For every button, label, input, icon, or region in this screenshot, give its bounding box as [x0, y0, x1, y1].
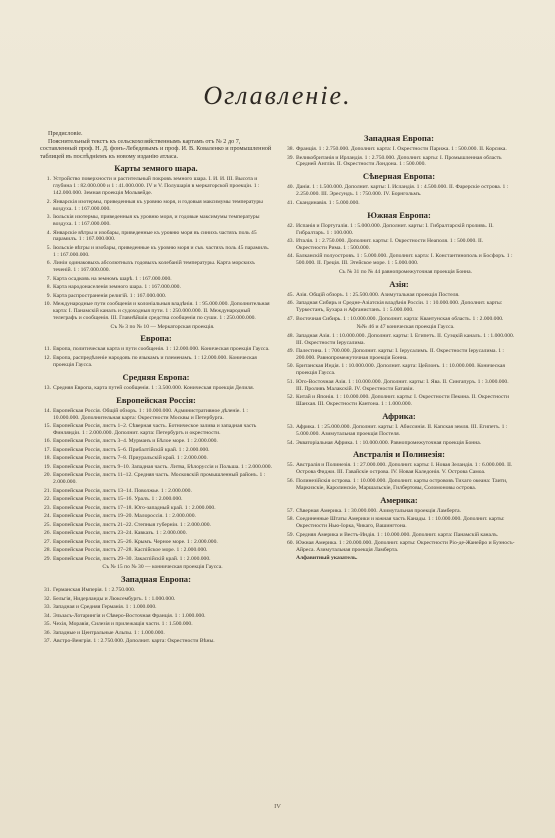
- toc-entry: [40, 522, 272, 529]
- entry-number: 31.: [44, 587, 51, 594]
- entry-text: Европейская Россія, листъ 15–16. Уралъ. 1 : 2.000.000.: [53, 496, 183, 503]
- right-toc-list: [283, 133, 515, 562]
- entry-text: Европа, распредѣленіе народовъ по языкамъ и племенамъ. 1 : 12.000.000. Коническая проекція Гаусса.: [53, 354, 257, 368]
- entry-number: 33.: [44, 604, 51, 611]
- toc-entry: [283, 200, 515, 207]
- projection-note: [40, 324, 272, 331]
- entry-text: Съ № 15 по № 30 — конническая проекція Гаусса.: [102, 564, 223, 571]
- toc-entry: [40, 293, 272, 300]
- toc-entry: [283, 333, 515, 347]
- toc-entry: [283, 532, 515, 539]
- toc-entry: [40, 423, 272, 437]
- projection-note: [283, 324, 515, 331]
- entry-text: Карта осадковъ на земномъ шарѣ. 1 : 167.000.000.: [53, 275, 172, 282]
- entry-text: Европейская Россія, листъ 7–8. Приуральскій край. 1 : 2.000.000.: [53, 455, 208, 462]
- page-number: IV: [274, 803, 281, 810]
- toc-entry: [40, 260, 272, 274]
- left-toc-list: [40, 163, 272, 645]
- entry-text: Африка. 1 : 25.000.000. Дополнит. карты: I. Абиссинія. II. Капская земля. III. Египетъ. 1 : 5.000.000. Азимутальная проекція Постеля.: [296, 424, 508, 437]
- toc-entry: [40, 604, 272, 611]
- entry-number: 53.: [287, 424, 294, 431]
- toc-entry: [40, 638, 272, 645]
- entry-number: 48.: [287, 332, 294, 339]
- section-heading: Австралія и Полинезія:: [352, 449, 446, 460]
- toc-entry: [40, 346, 272, 353]
- entry-number: 40.: [287, 184, 294, 191]
- entry-number: 9.: [46, 292, 51, 299]
- entry-number: 2.: [46, 198, 51, 205]
- entry-text: Европейская Россія, листъ 3–4. Мурманъ и Бѣлое море. 1 : 2.000.000.: [53, 438, 218, 445]
- entry-text: Южная Америка. 1 : 20.000.000. Дополнит. карты: Окрестности Ріо-де-Жанейро и Буэносъ-Айреса. Азимутальная проекція Ламберта.: [296, 540, 515, 553]
- entry-number: [40, 564, 53, 571]
- entry-text: Испанія и Португалія. 1 : 5.000.000. Дополнит. карты: I. Гибралтарскій проливъ. II. Гибралтаръ. 1 : 100.000.: [296, 222, 494, 236]
- entry-number: 60.: [287, 540, 294, 547]
- toc-entry: [40, 496, 272, 503]
- toc-entry: [40, 613, 272, 620]
- toc-entry: [283, 155, 515, 169]
- entry-number: 35.: [44, 621, 51, 628]
- entry-text: Европейская Россія, листъ 9–10. Западная часть. Литва, Бѣлоруссія и Польша. 1 : 2.000.000.: [53, 463, 272, 470]
- toc-entry: [283, 478, 515, 492]
- entry-number: 4.: [46, 229, 51, 236]
- entry-number: 45.: [287, 291, 294, 298]
- entry-text: Франція. 1 : 2.750.000. Дополнит. карта: I. Окрестности Парижа. 1 : 500.000. II. Корсика.: [296, 146, 507, 152]
- entry-text: Январскія изотермы, приведенныя къ уровню моря, и годовыя максимумы температуры воздуха. 1 : 167.000.000.: [53, 198, 263, 212]
- entry-text: Италія. 1 : 2.750.000. Дополнит. карты: I. Окрестности Неаполя. 1 : 500.000. II. Окрестности Рима. 1 : 500.000.: [296, 238, 484, 251]
- entry-number: 39.: [287, 154, 294, 161]
- entry-text: Средняя Америка и Вестъ-Индія. 1 : 10.000.000. Дополнит. карта: Панамскій каналъ.: [296, 531, 499, 538]
- section-heading: Азія:: [389, 278, 409, 289]
- entry-number: 51.: [287, 378, 294, 385]
- section-heading: Западная Европа:: [364, 133, 434, 143]
- entry-text: Іюльскія изотермы, приведенныя къ уровню моря, и годовые максимумы температуры воздуха. 1 : 167.000.000.: [53, 214, 260, 227]
- toc-entry: [40, 587, 272, 594]
- entry-number: 41.: [287, 199, 294, 206]
- entry-number: 34.: [44, 612, 51, 619]
- entry-number: [283, 269, 296, 276]
- entry-text: Средняя Европа, карта путей сообщенія. 1 : 3.500.000. Коническая проекція Делиля.: [53, 384, 255, 391]
- entry-text: Бельгія, Нидерланды и Люксембургъ. 1 : 1.000.000.: [53, 595, 176, 602]
- entry-number: 56.: [287, 477, 294, 484]
- toc-entry: [283, 508, 515, 515]
- toc-entry: [40, 245, 272, 259]
- entry-text: Съ № 3 по № 10 — Меркаторская проекція.: [110, 323, 215, 330]
- toc-entry: [283, 253, 515, 267]
- entry-number: [283, 324, 296, 331]
- entry-text: Балканскій полуостровъ. 1 : 5.000.000. Дополнит. карта: I. Константинополь и Босфоръ. 1 : 500.000. II. Греція. III. Эгейское море. 1 : 5.000.000.: [296, 253, 513, 267]
- section-heading: Сѣверная Европа:: [362, 171, 436, 182]
- toc-entry: [283, 516, 515, 530]
- toc-entry: [283, 424, 515, 438]
- toc-entry: [283, 300, 515, 314]
- entry-text: Соединенные Штаты Америки и южная часть Канады. 1 : 10.000.000. Дополнит. карты: Окрестности Нью-Іорка, Чикаго, Вашингтона.: [296, 516, 505, 530]
- entry-text: Устройство поверхности и растительный покровъ земного шара. I. И. И. III. Высота и глубина 1 : 82.000.000 и 1 : 41.000.000. IV и V. Полушарія в меркаторской проекціи. 1 : 142.000.000. Земная проекція Мольвейде.: [53, 176, 260, 197]
- toc-entry: [40, 621, 272, 628]
- toc-entry: [40, 455, 272, 462]
- entry-number: 38.: [287, 146, 294, 152]
- entry-number: 5.: [46, 244, 51, 251]
- toc-entry: [283, 348, 515, 362]
- toc-entry: [40, 284, 272, 291]
- entry-text: Европейская Россія, листъ 29–30. Закаспійскій край. 1 : 2.000.000.: [53, 555, 211, 562]
- intro-preface: Предисловіе.: [48, 130, 83, 137]
- entry-number: 42.: [287, 222, 294, 229]
- entry-text: Полинезійскія острова. 1 : 10.000.000. Дополнит. карты острововъ Тихаго океана: Таити, Маркизскіе, Каролинскіе, Маршальскіе, Гилбертовы, Соломоновы острова.: [296, 477, 508, 491]
- entry-text: Западные и Центральные Альпы. 1 : 1.000.000.: [53, 629, 165, 636]
- entry-number: 3.: [46, 214, 51, 221]
- entry-text: Европейская Россія, листъ 1–2. Сѣверная часть. Ботническое залива и западная часть Финляндіи. 1 : 2.000.000. Дополнит. карта: Петербургъ и окрестности.: [53, 423, 257, 436]
- entry-number: 37.: [44, 638, 51, 645]
- toc-entry: [283, 146, 515, 153]
- section-heading: Африка:: [382, 411, 416, 422]
- entry-number: 11.: [44, 346, 51, 353]
- section-heading: Средняя Европа:: [122, 371, 190, 382]
- entry-text: Европейская Россія, листъ 23–24. Кавказъ. 1 : 2.000.000.: [53, 530, 187, 537]
- intro-text-body: Пояснительный текстъ къ сельскохозяйственнымъ картамъ отъ № 2 до 7, составленный проф. Н. Д. фонъ-Лебедевымъ и проф. И. В. Коваленко и промышленной таблицей въ послѣдніемъ къ новому изданію атласа.: [40, 137, 272, 160]
- section-heading: Европейская Россія:: [116, 394, 196, 405]
- entry-text: Скандинавія. 1 : 5.000.000.: [296, 199, 360, 206]
- entry-text: Великобританія и Ирландія. 1 : 2.750.000. Дополнит. карты: I. Промышленная область Средней Англіи. II. Окрестности Лондона. 1 : 500.000.: [296, 154, 502, 168]
- toc-entry: [40, 199, 272, 213]
- toc-entry: [283, 238, 515, 252]
- toc-entry: [40, 513, 272, 520]
- section-heading: Европа:: [140, 333, 172, 344]
- entry-text: Чехія, Моравія, Силезія и прилежащія части. 1 : 1.500.000.: [53, 621, 193, 628]
- toc-entry: [40, 547, 272, 554]
- entry-number: 44.: [287, 253, 294, 260]
- entry-number: 49.: [287, 348, 294, 355]
- entry-number: 27.: [44, 538, 51, 545]
- entry-text: Германская Имперія. 1 : 2.750.000.: [53, 587, 136, 594]
- entry-number: [40, 324, 53, 331]
- entry-number: 25.: [44, 521, 51, 528]
- entry-number: 1.: [46, 176, 51, 183]
- toc-entry: [40, 355, 272, 369]
- entry-number: 22.: [44, 496, 51, 503]
- entry-text: Карта распространенія религій. 1 : 167.000.000.: [53, 292, 167, 299]
- toc-entry: [40, 447, 272, 454]
- entry-text: Сѣверная Америка. 1 : 30.000.000. Азимутальная проекція Ламберта.: [296, 507, 461, 514]
- entry-number: 28.: [44, 547, 51, 554]
- projection-note: [40, 564, 272, 571]
- toc-entry: [283, 292, 515, 299]
- toc-entry: [40, 630, 272, 637]
- toc-entry: [283, 462, 515, 476]
- entry-number: 18.: [44, 455, 51, 462]
- section-heading: Южная Европа:: [367, 209, 431, 220]
- entry-text: Азія. Общій обзоръ. 1 : 25.500.000. Азимутальная проекція Постеля.: [296, 291, 460, 298]
- entry-text: Данія. 1 : 1.500.000. Дополнит. карты: I. Исландія. 1 : 4.500.000. II. Фарерскіе острова. 1 : 2.250.000. III. Эресундъ. 1 : 750.000. IV. Борнгольмъ.: [296, 184, 509, 198]
- entry-number: 52.: [287, 394, 294, 401]
- intro-text: [40, 130, 272, 160]
- entry-number: 17.: [44, 446, 51, 453]
- entry-text: Китай и Японія. 1 : 10.000.000. Дополнит. карты: I. Окрестности Пекина. II. Окрестности Шанхая. III. Окрестности Кантона. 1 : 1.000.000.: [296, 394, 509, 408]
- toc-entry: [40, 385, 272, 392]
- toc-entry: [283, 394, 515, 408]
- toc-entry: [283, 184, 515, 198]
- entry-text: Палестина. 1 : 700.000. Дополнит. карты: I. Іерусалимъ. II. Окрестности Іерусалима. 1 : 200.000. Равнопромежуточная проекція Бонна.: [296, 348, 504, 361]
- entry-text: Юго-Восточная Азія. 1 : 10.000.000. Дополнит. карты: I. Ява. II. Сингапуръ. 1 : 3.000.000. III. Проливъ Малакскій. IV. Окрестности Батавіи.: [296, 378, 509, 392]
- entry-number: 32.: [44, 595, 51, 602]
- toc-entry: [283, 540, 515, 554]
- entry-text: Западная и Средняя Германія. 1 : 1.000.000.: [53, 604, 157, 611]
- entry-number: 13.: [44, 384, 51, 391]
- entry-text: Европейская Россія, листъ 11–12. Средняя часть. Московскій промышленный районъ. 1 : 2.000.000.: [53, 472, 266, 486]
- entry-text: Январскіе вѣтры и изобары, приведенные къ уровню моря въ синихъ частяхъ поль 45 парамилъ. 1 : 167.000.000.: [53, 229, 257, 243]
- entry-number: [283, 555, 296, 562]
- toc-entry: [40, 505, 272, 512]
- toc-entry: [40, 464, 272, 471]
- entry-number: 15.: [44, 423, 51, 430]
- left-column: [40, 130, 272, 647]
- index-entry: [283, 555, 515, 562]
- entry-text: №№ 46 и 47 коническая проекція Гаусса.: [356, 324, 455, 331]
- toc-entry: [40, 539, 272, 546]
- entry-number: 12.: [44, 354, 51, 361]
- entry-number: 36.: [44, 629, 51, 636]
- entry-number: 46.: [287, 300, 294, 307]
- entry-text: Эльзасъ-Лотарингія и Сѣверо-Восточная Франція. 1 : 1.000.000.: [53, 612, 206, 619]
- toc-entry: [40, 214, 272, 228]
- toc-entry: [40, 408, 272, 422]
- section-heading: Карты земного шара.: [114, 163, 198, 174]
- entry-text: Алфавитный указатель.: [296, 555, 358, 562]
- entry-number: 8.: [46, 284, 51, 291]
- entry-number: 19.: [44, 463, 51, 470]
- entry-text: Европа, политическая карта и пути сообщенія. 1 : 12.000.000. Коническая проекція Гаусса.: [53, 346, 270, 353]
- entry-number: 7.: [46, 275, 51, 282]
- page-title: Оглавленіе.: [203, 81, 352, 110]
- entry-text: Европейская Россія, листъ 25–26. Крымъ. Черное море. 1 : 2.000.000.: [53, 538, 218, 545]
- toc-entry: [40, 530, 272, 537]
- toc-entry: [40, 176, 272, 197]
- right-column: [283, 130, 515, 564]
- entry-text: Британская Индія. 1 : 10.000.000. Дополнит. карта: Цейлонъ. 1 : 10.000.000. Коническая проекція Гаусса.: [296, 363, 505, 377]
- entry-text: Восточная Сибирь. 1 : 10.000.000. Дополнит. карта: Квантунская область. 1 : 2.000.000.: [296, 315, 504, 322]
- entry-text: Европейская Россія, листъ 5–6. Прибалтійскій край. 1 : 2.000.000.: [53, 446, 210, 453]
- toc-entry: [283, 379, 515, 393]
- entry-number: 47.: [287, 315, 294, 322]
- entry-number: 10.: [44, 301, 51, 308]
- entry-number: 21.: [44, 487, 51, 494]
- toc-entry: [40, 556, 272, 563]
- entry-text: Линіи одинаковыхъ абсолютныхъ годовыхъ колебаній температуры. Карта морскихъ теченій. 1 : 167.000.000.: [53, 260, 255, 274]
- toc-entry: [40, 230, 272, 244]
- entry-text: Западная Азія. 1 : 10.000.000. Дополнит. карты: I. Египетъ. II. Суэцкій каналъ. 1 : 1.000.000. III. Окрестности Іерусалима.: [296, 332, 515, 346]
- entry-number: 20.: [44, 472, 51, 479]
- toc-entry: [40, 276, 272, 283]
- entry-number: 50.: [287, 363, 294, 370]
- entry-number: 14.: [44, 407, 51, 414]
- toc-entry: [283, 223, 515, 237]
- entry-number: 55.: [287, 462, 294, 469]
- entry-text: Карта народонаселенія земного шара. 1 : 167.000.000.: [53, 284, 181, 291]
- entry-text: Съ № 31 по № 44 равнопромежуточная проекція Бонна.: [338, 268, 473, 275]
- entry-number: 26.: [44, 530, 51, 537]
- toc-entry: [40, 596, 272, 603]
- toc-entry: [283, 440, 515, 447]
- entry-text: Австро-Венгрія. 1 : 2.750.000. Дополнит. карта: Окрестности Вѣны.: [53, 638, 215, 645]
- section-heading: Западная Европа:: [121, 574, 191, 585]
- entry-number: 59.: [287, 531, 294, 538]
- entry-text: Западная Сибирь и Средне-Азіатскія владѣнія Россіи. 1 : 10.000.000. Дополнит. карты: Туркестанъ, Бухара и Афганистанъ. 1 : 5.000.000.: [296, 300, 503, 314]
- entry-number: 58.: [287, 516, 294, 523]
- toc-entry: [40, 472, 272, 486]
- entry-number: 57.: [287, 507, 294, 514]
- toc-entry: [40, 301, 272, 322]
- entry-text: Европейская Россія, листъ 13–14. Поволжье. 1 : 2.000.000.: [53, 487, 192, 494]
- entry-number: 16.: [44, 438, 51, 445]
- entry-number: 54.: [287, 439, 294, 446]
- entry-text: Европейская Россія. Общій обзоръ. 1 : 10.000.000. Административное дѣленіе. 1 : 10.000.000. Дополнительная карта: Окрестности Москвы и Петербурга.: [53, 407, 248, 421]
- entry-number: 23.: [44, 504, 51, 511]
- toc-entry: [283, 316, 515, 323]
- entry-text: Экваторіальная Африка. 1 : 10.000.000. Равнопромежуточная проекція Бонна.: [296, 439, 482, 446]
- entry-number: 6.: [46, 260, 51, 267]
- toc-entry: [283, 363, 515, 377]
- entry-number: 24.: [44, 513, 51, 520]
- entry-text: Іюльскіе вѣтры и изобары, приведенные къ уровню моря и съв. частяхъ поль 45 парамилъ. 1 : 167.000.000.: [53, 244, 270, 258]
- toc-entry: [40, 438, 272, 445]
- entry-number: 43.: [287, 238, 294, 245]
- entry-text: Европейская Россія, листъ 27–28. Каспійское море. 1 : 2.000.000.: [53, 547, 208, 554]
- entry-text: Европейская Россія, листъ 17–18. Юго-западный край. 1 : 2.000.000.: [53, 504, 216, 511]
- projection-note: [283, 269, 515, 276]
- toc-entry: [40, 488, 272, 495]
- entry-text: Европейская Россія, листъ 19–20. Малороссія. 1 : 2.000.000.: [53, 513, 196, 520]
- entry-number: 29.: [44, 555, 51, 562]
- section-heading: Америка:: [380, 494, 418, 505]
- entry-text: Австралія и Полинезія. 1 : 27.000.000. Дополнит. карты: I. Новая Зеландія. 1 : 6.000.000. II. Острова Фиджи. III. Гавайскіе острова. IV. Новая Каледонія. V. Острова Самоа.: [296, 462, 513, 476]
- entry-text: Европейская Россія, листъ 21–22. Степныя губерніи. 1 : 2.000.000.: [53, 521, 211, 528]
- entry-text: Международные пути сообщенія и колоніальныя владѣнія. 1 : 95.000.000. Дополнительная карта: I. Панамскій каналъ и судоходныя пути. 1 : 250.000.000. II. Международный телеграфъ и сообщенія. III. Главнѣйшія средства сообщенія по суши. 1 : 250.000.000.: [53, 301, 270, 322]
